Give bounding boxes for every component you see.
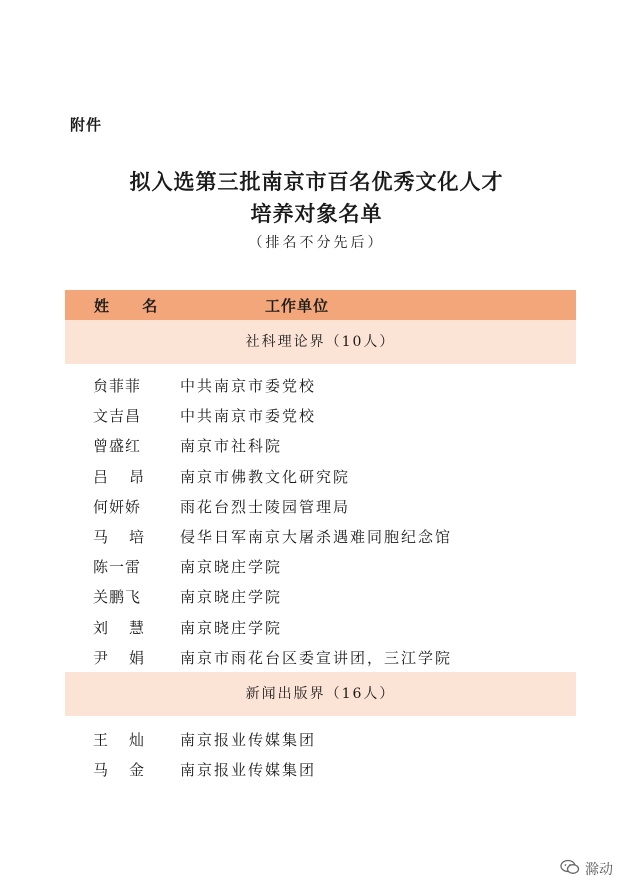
person-name: 何妍娇 [93,497,142,516]
work-unit: 南京晓庄学院 [180,618,283,637]
work-unit: 南京市社科院 [180,437,283,456]
work-unit: 南京市雨花台区委宣讲团，三江学院 [180,648,453,667]
table-header [65,290,576,320]
category-rows-news-publishing [65,716,576,784]
table-row [65,430,576,460]
person-name: 陈一雷 [93,558,142,577]
person-name: 关鹏飞 [93,588,142,607]
work-unit: 南京报业传媒集团 [180,761,317,780]
person-name: 曾盛红 [93,437,142,456]
table-row [65,370,576,400]
table-row [65,642,576,672]
table-row [65,724,576,754]
work-unit: 南京市佛教文化研究院 [180,467,351,486]
work-unit: 中共南京市委党校 [180,377,317,395]
person-name: 文吉昌 [93,407,142,426]
category-header-news-publishing: 新闻出版界（16人） [65,672,576,716]
candidate-table [65,290,576,784]
person-name: 尹娟 [93,648,166,667]
table-row [65,551,576,581]
table-row [65,521,576,551]
document-title-line2: 培养对象名单 [250,201,383,226]
person-name: 刘慧 [93,618,166,637]
person-name: 贠菲菲 [93,377,142,395]
document-subtitle: （排名不分先后） [248,235,385,251]
table-row [65,754,576,784]
person-name: 吕昂 [93,467,166,486]
person-name: 王灿 [93,730,166,749]
work-unit: 南京晓庄学院 [180,558,283,577]
work-unit: 南京报业传媒集团 [180,730,317,749]
work-unit: 中共南京市委党校 [180,407,317,426]
category-rows-social-science [65,364,576,672]
attachment-label: 附件 [70,116,103,134]
column-header-name: 姓 名 [94,297,172,315]
table-row [65,612,576,642]
table-row [65,491,576,521]
person-name: 马金 [93,761,166,780]
table-row [65,581,576,611]
person-name: 马培 [93,527,166,546]
work-unit: 雨花台烈士陵园管理局 [180,497,351,516]
work-unit: 侵华日军南京大屠杀遇难同胞纪念馆 [180,527,453,546]
table-row [65,400,576,430]
source-watermark [560,859,613,879]
document-title-line1: 拟入选第三批南京市百名优秀文化人才 [129,169,504,194]
watermark-text: 滁动 [585,862,613,878]
category-header-social-science: 社科理论界（10人） [65,320,576,364]
work-unit: 南京晓庄学院 [180,588,283,607]
table-row [65,461,576,491]
wechat-icon [560,859,585,879]
column-header-unit: 工作单位 [265,297,330,315]
